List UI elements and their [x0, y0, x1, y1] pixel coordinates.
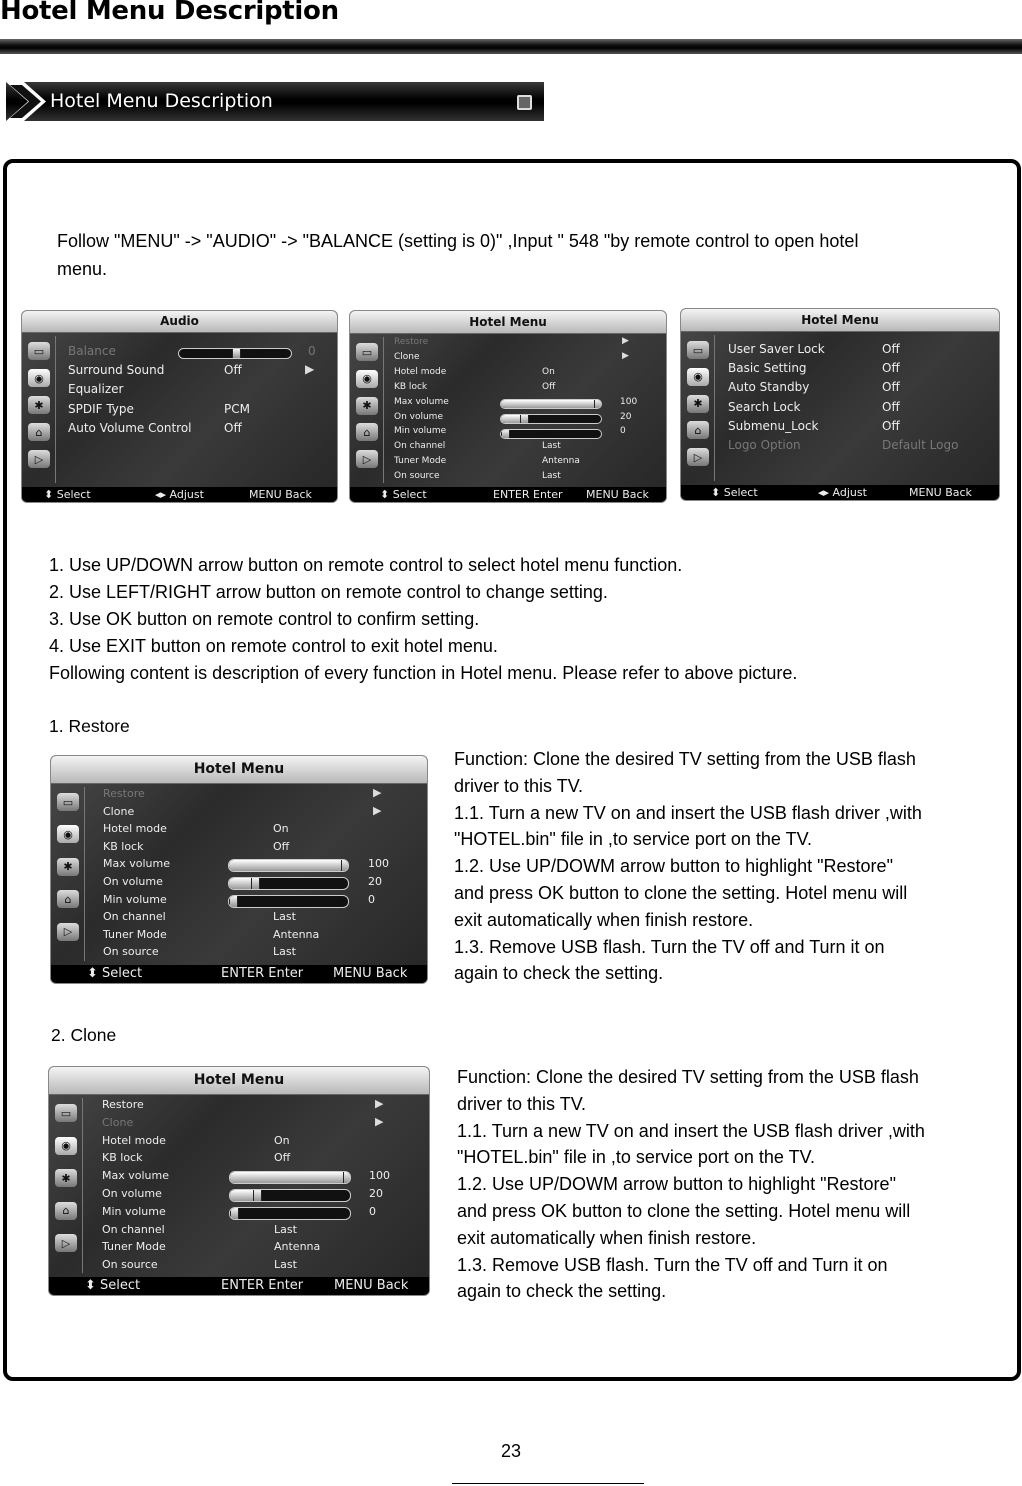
- input-icon: ▷: [687, 448, 709, 466]
- restore-heading: 1. Restore: [49, 716, 130, 736]
- footer-adjust-label: Adjust: [169, 488, 204, 501]
- slider-knob: [594, 399, 602, 409]
- slider-fill: [230, 1172, 350, 1183]
- tv-icon: ▭: [356, 343, 378, 361]
- input-icon: ▷: [57, 923, 79, 941]
- text-line: exit automatically when finish restore.: [457, 1227, 757, 1248]
- footer-select: [87, 965, 142, 983]
- level-slider: [229, 1189, 351, 1202]
- footer-arrow-icon: ⬍: [711, 486, 724, 499]
- audio-icon: ◉: [57, 825, 79, 843]
- menu-item-label: Hotel mode: [394, 366, 447, 377]
- footer-arrow-icon: ⬍: [87, 966, 103, 981]
- menu-item-value: Off: [882, 380, 900, 395]
- menu-item-label: On volume: [103, 875, 163, 888]
- menu-item-label: On source: [103, 945, 159, 959]
- settings-icon: ✱: [28, 396, 50, 414]
- footer-select: [380, 487, 427, 502]
- arrow-right-icon: ▶: [305, 362, 315, 377]
- level-slider: [228, 895, 349, 908]
- menu-item-label: On source: [102, 1258, 158, 1272]
- square-icon: [517, 95, 532, 110]
- slider-knob: [343, 1171, 351, 1184]
- level-slider: [178, 348, 292, 359]
- footer-enter: [221, 1277, 303, 1295]
- footer-enter-label: ENTER Enter: [221, 966, 304, 981]
- menu-item-label: Min volume: [103, 892, 167, 906]
- input-icon: ▷: [356, 450, 378, 468]
- menu-item-value: 20: [369, 1187, 383, 1200]
- clone-menu-screenshot: [48, 1066, 430, 1296]
- menu-item-value: On: [542, 366, 555, 377]
- text-line: 1.2. Use UP/DOWM arrow button to highlight "Restore": [454, 856, 893, 877]
- text-line: "HOTEL.bin" file in ,to service port on the TV.: [457, 1147, 815, 1168]
- menu-title: Hotel Menu: [49, 1067, 429, 1095]
- menu-title: Audio: [22, 311, 337, 333]
- lock-icon: ⌂: [28, 423, 50, 441]
- level-slider: [500, 399, 602, 409]
- level-slider: [228, 859, 349, 872]
- text-line: again to check the setting.: [454, 963, 664, 984]
- text-line: 1.3. Remove USB flash. Turn the TV off and Turn it on: [454, 936, 885, 957]
- level-slider: [500, 414, 602, 424]
- menu-item-value: Off: [882, 342, 900, 356]
- menu-icon-column: [52, 1098, 83, 1273]
- text-line: Function: Clone the desired TV setting from the USB flash: [457, 1067, 919, 1087]
- menu-item-label: Tuner Mode: [394, 456, 447, 467]
- arrow-right-icon: ▶: [375, 1114, 384, 1128]
- settings-icon: ✱: [57, 858, 79, 876]
- slider-fill: [501, 415, 521, 423]
- text-line: exit automatically when finish restore.: [454, 909, 754, 930]
- footer-back-label: MENU Back: [334, 1278, 409, 1293]
- menu-item-label: Submenu_Lock: [728, 418, 819, 433]
- menu-footer: [22, 487, 337, 502]
- menu-item-value: Off: [542, 381, 556, 392]
- footer-enter: [493, 487, 563, 502]
- menu-item-value: 100: [620, 396, 638, 407]
- footer-back: [909, 485, 972, 500]
- text-line: 1. Use UP/DOWN arrow button on remote control to select hotel menu function.: [49, 555, 683, 575]
- menu-item-label: On channel: [102, 1222, 165, 1236]
- slider-knob: [341, 859, 349, 872]
- slider-fill: [230, 1190, 254, 1201]
- menu-item-label: Clone: [394, 351, 420, 362]
- text-line: 3. Use OK button on remote control to confirm setting.: [49, 609, 480, 629]
- footer-enter-label: ENTER Enter: [493, 488, 563, 501]
- text-line: 1.1. Turn a new TV on and insert the USB flash driver ,with: [457, 1120, 925, 1141]
- hotel-menu-page2-screenshot: [680, 308, 1000, 501]
- footer-select: [711, 485, 758, 500]
- slider-fill: [229, 878, 253, 889]
- menu-item-label: Tuner Mode: [102, 1240, 166, 1254]
- footer-back-label: MENU Back: [333, 966, 408, 981]
- menu-item-value: 0: [369, 1204, 376, 1218]
- slider-knob: [229, 895, 238, 908]
- slider-fill: [501, 400, 601, 408]
- menu-item-value: On: [273, 822, 289, 836]
- menu-item-value: Off: [274, 1151, 291, 1165]
- restore-menu-screenshot: [50, 755, 428, 984]
- menu-item-value: Last: [274, 1258, 297, 1272]
- menu-footer: [350, 487, 666, 502]
- menu-item-value: 100: [369, 1169, 390, 1183]
- menu-item-value: Off: [273, 839, 290, 853]
- slider-fill: [229, 860, 348, 871]
- menu-title: Hotel Menu: [51, 756, 427, 784]
- menu-item-value: Antenna: [273, 927, 320, 941]
- footer-adjust: [818, 485, 867, 500]
- footer-adjust-label: Adjust: [832, 486, 867, 499]
- menu-item-value: Last: [273, 945, 296, 959]
- arrow-right-icon: ▶: [373, 803, 382, 817]
- menu-item-value: 0: [620, 426, 626, 437]
- menu-item-label: On channel: [394, 441, 446, 452]
- level-slider: [229, 1171, 351, 1184]
- menu-footer: [49, 1277, 429, 1295]
- menu-item-label: KB lock: [394, 381, 428, 392]
- menu-item-value: Last: [542, 471, 561, 482]
- menu-item-label: Max volume: [394, 396, 449, 407]
- lock-icon: ⌂: [55, 1202, 77, 1220]
- chevron-right-icon: [6, 82, 50, 121]
- audio-icon: ◉: [687, 368, 709, 386]
- text-line: 1.3. Remove USB flash. Turn the TV off and Turn it on: [457, 1254, 888, 1275]
- menu-item-value: PCM: [224, 401, 250, 416]
- menu-item-label: User Saver Lock: [728, 342, 825, 356]
- footer-select-label: Select: [102, 966, 143, 981]
- footer-arrow-icon: ◂▸: [818, 486, 833, 499]
- lock-icon: ⌂: [57, 890, 79, 908]
- tv-icon: ▭: [687, 341, 709, 359]
- menu-title: Hotel Menu: [681, 309, 999, 332]
- text-line: and press OK button to clone the setting. Hotel menu will: [454, 883, 908, 903]
- menu-item-label: Balance: [68, 344, 116, 358]
- footer-back: [586, 487, 649, 502]
- text-line: Function: Clone the desired TV setting from the USB flash: [454, 749, 916, 769]
- heading-rule: [0, 39, 1022, 54]
- footer-enter-label: ENTER Enter: [221, 1278, 304, 1293]
- menu-item-value: 0: [368, 892, 375, 906]
- clone-heading: 2. Clone: [51, 1025, 117, 1045]
- menu-item-label: On volume: [394, 411, 443, 422]
- menu-icon-column: [54, 787, 85, 961]
- footer-select-label: Select: [100, 1278, 141, 1293]
- footer-back-label: MENU Back: [909, 486, 972, 499]
- menu-item-value: 100: [368, 857, 389, 871]
- text-line: "HOTEL.bin" file in ,to service port on the TV.: [454, 829, 812, 850]
- text-line: Following content is description of every function in Hotel menu. Please refer to above picture.: [49, 663, 798, 683]
- section-banner-label: Hotel Menu Description: [50, 90, 273, 112]
- menu-item-value: 20: [620, 411, 632, 422]
- text-line: menu.: [57, 258, 108, 279]
- slider-knob: [251, 877, 260, 890]
- footer-select-label: Select: [392, 488, 427, 501]
- menu-item-value: Antenna: [542, 456, 580, 467]
- menu-item-value: Off: [882, 399, 900, 414]
- page-title: Hotel Menu Description: [0, 0, 339, 26]
- slider-knob: [230, 1207, 239, 1220]
- footer-back-label: MENU Back: [249, 488, 312, 501]
- menu-item-label: Max volume: [102, 1169, 169, 1183]
- footer-rule: [452, 1483, 644, 1484]
- menu-item-label: Auto Volume Control: [68, 420, 192, 435]
- menu-item-label: On channel: [103, 910, 166, 924]
- level-slider: [500, 429, 602, 439]
- menu-item-label: SPDIF Type: [68, 401, 134, 416]
- menu-item-label: Restore: [102, 1098, 144, 1111]
- menu-item-label: Clone: [103, 804, 135, 818]
- arrow-right-icon: ▶: [373, 786, 382, 799]
- menu-item-label: Min volume: [394, 426, 447, 437]
- menu-item-value: Last: [542, 441, 561, 452]
- menu-item-value: 20: [368, 875, 382, 888]
- footer-arrow-icon: ⬍: [85, 1278, 101, 1293]
- menu-footer: [681, 485, 999, 500]
- text-line: 1.2. Use UP/DOWM arrow button to highlight "Restore": [457, 1174, 896, 1195]
- menu-item-value: Off: [224, 420, 242, 435]
- level-slider: [229, 1207, 351, 1220]
- menu-item-label: Max volume: [103, 857, 170, 871]
- footer-select: [85, 1277, 140, 1295]
- menu-item-label: Restore: [103, 787, 145, 800]
- menu-item-label: Restore: [394, 337, 429, 347]
- menu-icon-column: [684, 335, 715, 481]
- settings-icon: ✱: [687, 395, 709, 413]
- text-line: again to check the setting.: [457, 1281, 667, 1302]
- menu-icon-column: [353, 337, 384, 483]
- menu-item-label: Hotel mode: [102, 1133, 166, 1147]
- slider-knob: [232, 348, 241, 359]
- menu-item-value: Default Logo: [882, 438, 959, 452]
- menu-footer: [51, 965, 427, 983]
- menu-item-label: Clone: [102, 1115, 134, 1129]
- settings-icon: ✱: [55, 1169, 77, 1187]
- footer-arrow-icon: ⬍: [380, 488, 393, 501]
- text-line: Follow "MENU" -> "AUDIO" -> "BALANCE (setting is 0)" ,Input " 548 "by remote control to open hotel: [57, 231, 859, 251]
- menu-item-label: Basic Setting: [728, 361, 807, 376]
- lock-icon: ⌂: [687, 421, 709, 439]
- input-icon: ▷: [55, 1234, 77, 1252]
- menu-item-value: Last: [274, 1222, 297, 1236]
- slider-knob: [253, 1189, 262, 1202]
- input-icon: ▷: [28, 450, 50, 468]
- menu-icon-column: [25, 336, 56, 483]
- menu-item-value: Off: [882, 418, 900, 433]
- menu-item-label: On source: [394, 471, 440, 482]
- menu-title: Hotel Menu: [350, 311, 666, 334]
- menu-item-label: Equalizer: [68, 382, 124, 397]
- footer-enter: [221, 965, 303, 983]
- footer-back: [333, 965, 407, 983]
- menu-item-label: KB lock: [102, 1151, 143, 1165]
- audio-icon: ◉: [28, 369, 50, 387]
- footer-arrow-icon: ◂▸: [155, 488, 170, 501]
- menu-item-value: 0: [308, 344, 316, 358]
- menu-item-value: Off: [224, 363, 242, 378]
- menu-item-label: Tuner Mode: [103, 927, 167, 941]
- footer-arrow-icon: ⬍: [44, 488, 57, 501]
- audio-menu-screenshot: [21, 310, 338, 503]
- menu-item-label: Surround Sound: [68, 363, 165, 378]
- slider-knob: [501, 429, 510, 439]
- settings-icon: ✱: [356, 397, 378, 415]
- menu-item-label: Auto Standby: [728, 380, 810, 395]
- footer-adjust: [155, 487, 204, 502]
- menu-item-value: Antenna: [274, 1240, 321, 1254]
- footer-back-label: MENU Back: [586, 488, 649, 501]
- menu-item-label: On volume: [102, 1187, 162, 1200]
- menu-item-value: Last: [273, 910, 296, 924]
- text-line: driver to this TV.: [454, 775, 584, 796]
- menu-item-label: KB lock: [103, 839, 144, 853]
- footer-select: [44, 487, 91, 502]
- footer-back: [334, 1277, 408, 1295]
- hotel-menu-screenshot: [349, 310, 667, 503]
- arrow-right-icon: ▶: [622, 350, 629, 361]
- level-slider: [228, 877, 349, 890]
- section-banner: [6, 82, 544, 121]
- arrow-right-icon: ▶: [622, 336, 629, 346]
- tv-icon: ▭: [57, 793, 79, 811]
- menu-item-value: On: [274, 1133, 290, 1147]
- tv-icon: ▭: [28, 342, 50, 360]
- page-number: 23: [500, 1441, 522, 1461]
- tv-icon: ▭: [55, 1104, 77, 1122]
- text-line: 4. Use EXIT button on remote control to exit hotel menu.: [49, 636, 498, 656]
- slider-knob: [520, 414, 529, 424]
- audio-icon: ◉: [55, 1137, 77, 1155]
- footer-select-label: Select: [56, 488, 91, 501]
- arrow-right-icon: ▶: [375, 1097, 384, 1110]
- footer-back: [249, 487, 312, 502]
- audio-icon: ◉: [356, 370, 378, 388]
- text-line: 2. Use LEFT/RIGHT arrow button on remote control to change setting.: [49, 582, 608, 602]
- text-line: 1.1. Turn a new TV on and insert the USB flash driver ,with: [454, 802, 922, 823]
- menu-item-label: Search Lock: [728, 399, 801, 414]
- text-line: driver to this TV.: [457, 1093, 587, 1114]
- menu-item-label: Hotel mode: [103, 822, 167, 836]
- menu-item-label: Min volume: [102, 1204, 166, 1218]
- menu-item-label: Logo Option: [728, 438, 801, 452]
- footer-select-label: Select: [723, 486, 758, 499]
- menu-item-value: Off: [882, 361, 900, 376]
- text-line: and press OK button to clone the setting. Hotel menu will: [457, 1201, 911, 1221]
- lock-icon: ⌂: [356, 423, 378, 441]
